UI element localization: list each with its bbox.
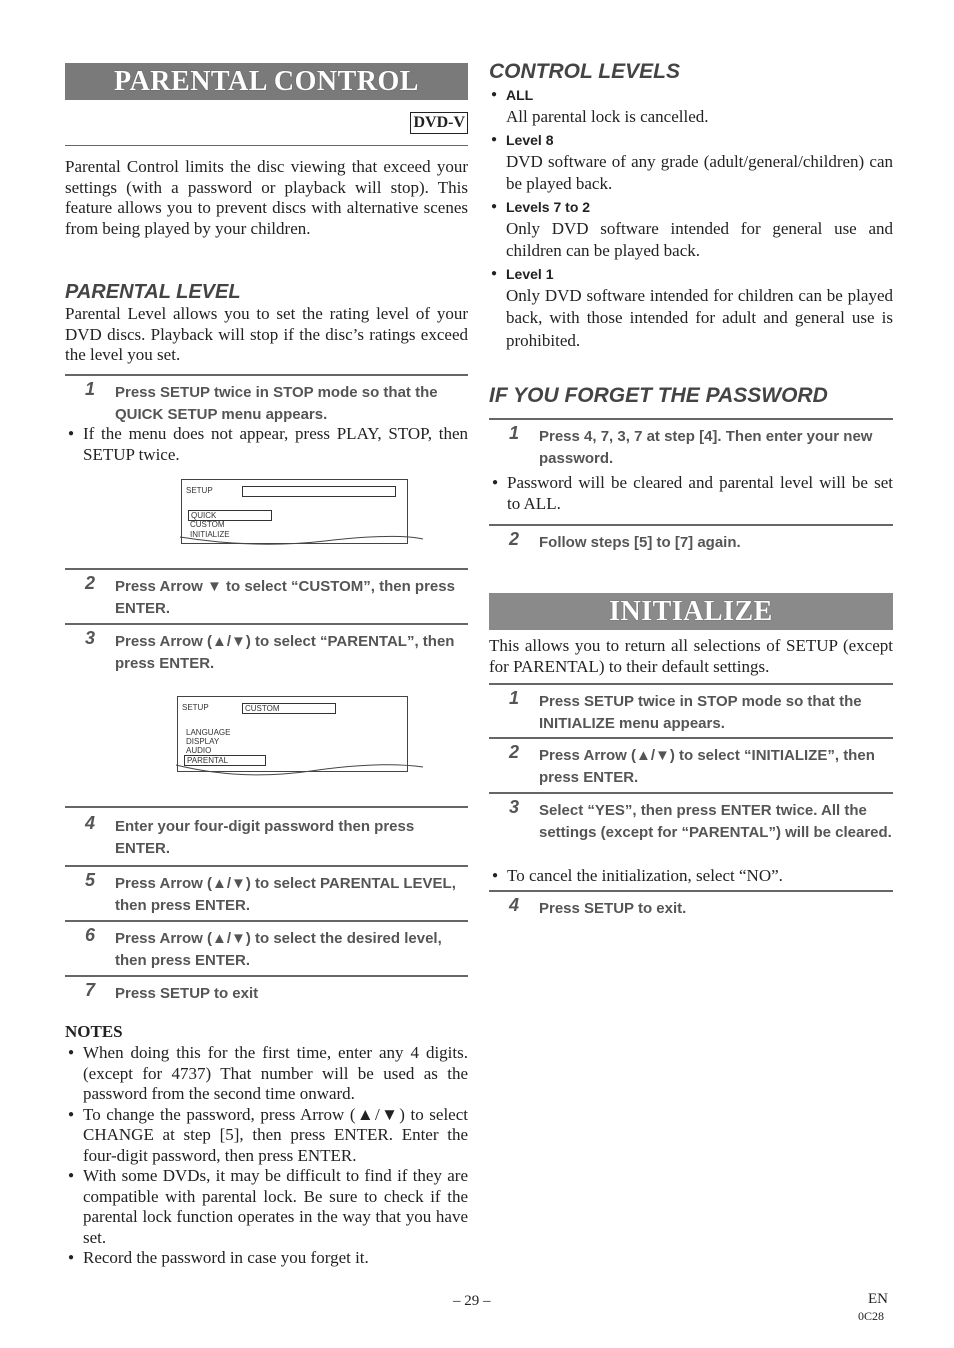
screen-header-box: CUSTOM — [242, 703, 336, 714]
dvd-v-badge: DVD-V — [410, 112, 468, 134]
level-name: ● Levels 7 to 2 — [489, 196, 893, 218]
initialize-step-4 — [489, 890, 893, 924]
step-text: Press Arrow (▲/▼) to select the desired level, then press ENTER. — [115, 930, 442, 969]
step-text: Press SETUP to exit — [115, 985, 259, 1002]
level-desc: DVD software of any grade (adult/general/children) can be played back. — [506, 151, 893, 193]
step-text: Enter your four-digit password then press ENTER. — [115, 818, 415, 857]
forget-step-1 — [489, 418, 893, 474]
step-text: Press SETUP twice in STOP mode so that the QUICK SETUP menu appears. — [115, 384, 438, 423]
forget-password-heading: IF YOU FORGET THE PASSWORD — [489, 384, 828, 407]
step-number: 1 — [85, 379, 96, 399]
step-number: 7 — [85, 980, 96, 1000]
menu-item-custom: CUSTOM — [190, 520, 225, 529]
step-text: Press SETUP to exit. — [539, 900, 687, 917]
level-name: ● Level 1 — [489, 263, 893, 285]
parental-control-title: PARENTAL CONTROL — [65, 63, 468, 100]
page-number: – 29 – — [453, 1293, 491, 1309]
step-number: 5 — [85, 870, 96, 890]
step-number: 3 — [509, 797, 520, 817]
initialize-step-3 — [489, 792, 893, 848]
menu-item-initialize: INITIALIZE — [190, 530, 230, 539]
forget-note: ● Password will be cleared and parental level will be set to ALL. — [489, 473, 893, 514]
screen-torn-edge — [171, 763, 427, 785]
level-desc: Only DVD software intended for children can be played back, with those intended for adult and general use is prohibited. — [506, 285, 893, 350]
step-text: Press Arrow (▲/▼) to select “INITIALIZE”, then press ENTER. — [539, 747, 875, 786]
step-text: Follow steps [5] to [7] again. — [539, 534, 741, 551]
note-item: ● To change the password, press Arrow (▲/▼) to select CHANGE at step [5], then press ENTER. Enter the four-digit password, then press ENTER. — [65, 1105, 468, 1167]
level-name: ● ALL — [489, 84, 893, 106]
initialize-step-1 — [489, 683, 893, 739]
step-number: 2 — [85, 573, 96, 593]
menu-item-display: DISPLAY — [186, 737, 220, 746]
parental-step-5 — [65, 865, 468, 921]
step1-note: ● If the menu does not appear, press PLAY, STOP, then SETUP twice. — [65, 424, 468, 465]
menu-item-language: LANGUAGE — [186, 728, 231, 737]
step-text: Select “YES”, then press ENTER twice. All the settings (except for “PARENTAL”) will be cleared. — [539, 802, 892, 841]
level-name: ● Level 8 — [489, 129, 893, 151]
forget-step-2 — [489, 524, 893, 558]
parental-step-3 — [65, 623, 468, 679]
step-number: 1 — [509, 688, 520, 708]
step-text: Press 4, 7, 3, 7 at step [4]. Then enter your new password. — [539, 428, 873, 467]
notes-list — [65, 1043, 468, 1269]
screen-torn-edge — [175, 535, 425, 553]
document-code: 0C28 — [858, 1309, 885, 1323]
menu-item-quick: QUICK — [188, 510, 272, 521]
step-text: Press Arrow ▼ to select “CUSTOM”, then press ENTER. — [115, 578, 455, 617]
parental-level-heading: PARENTAL LEVEL — [65, 281, 241, 303]
divider — [65, 806, 468, 808]
initialize-title: INITIALIZE — [489, 593, 893, 630]
note-item: ● Record the password in case you forget it. — [65, 1248, 468, 1269]
control-levels-list — [489, 84, 893, 352]
parental-step-6 — [65, 920, 468, 976]
parental-step-1 — [65, 374, 468, 430]
screen-header-box — [242, 486, 396, 497]
parental-intro: Parental Control limits the disc viewing that exceed your settings (with a password or playback will stop). This feature allows you to prevent discs with alternative scenes from being played by your children. — [65, 157, 468, 238]
screen-label: SETUP — [182, 703, 209, 712]
step-number: 6 — [85, 925, 96, 945]
step-number: 3 — [85, 628, 96, 648]
menu-item-audio: AUDIO — [186, 746, 212, 755]
notes-title: NOTES — [65, 1022, 123, 1041]
step-text: Press Arrow (▲/▼) to select “PARENTAL”, then press ENTER. — [115, 633, 455, 672]
initialize-step-2 — [489, 737, 893, 793]
divider — [65, 145, 468, 146]
dvd-v-badge-wrap — [410, 112, 468, 134]
parental-step-4 — [65, 810, 468, 864]
step-text: Press Arrow (▲/▼) to select PARENTAL LEVEL, then press ENTER. — [115, 875, 456, 914]
step-number: 2 — [509, 742, 520, 762]
step-number: 2 — [509, 529, 520, 549]
control-levels-heading: CONTROL LEVELS — [489, 60, 680, 83]
parental-level-text: Parental Level allows you to set the rating level of your DVD discs. Playback will stop if the disc’s ratings exceed the level you set. — [65, 304, 468, 364]
menu-item-parental: PARENTAL — [184, 755, 266, 766]
setup-menu-screen-custom — [177, 696, 408, 772]
step-number: 1 — [509, 423, 520, 443]
initialize-intro: This allows you to return all selections of SETUP (except for PARENTAL) to their default settings. — [489, 636, 893, 676]
step-number: 4 — [509, 895, 520, 915]
level-desc: Only DVD software intended for general use and children can be played back. — [506, 218, 893, 260]
level-desc: All parental lock is cancelled. — [506, 107, 709, 126]
parental-step-2 — [65, 568, 468, 624]
language-code: EN — [868, 1291, 888, 1307]
note-item: ● When doing this for the first time, enter any 4 digits. (except for 4737) That number will be used as the password from the second time onward. — [65, 1043, 468, 1105]
initialize-note: ● To cancel the initialization, select “NO”. — [489, 866, 893, 887]
step-text: Press SETUP twice in STOP mode so that the INITIALIZE menu appears. — [539, 693, 862, 732]
note-item: ● With some DVDs, it may be difficult to find if they are compatible with parental lock. Be sure to check if the parental lock function operates in the way that you have set. — [65, 1166, 468, 1248]
parental-step-7 — [65, 975, 468, 1009]
screen-label: SETUP — [186, 486, 213, 495]
step-number: 4 — [85, 813, 96, 833]
